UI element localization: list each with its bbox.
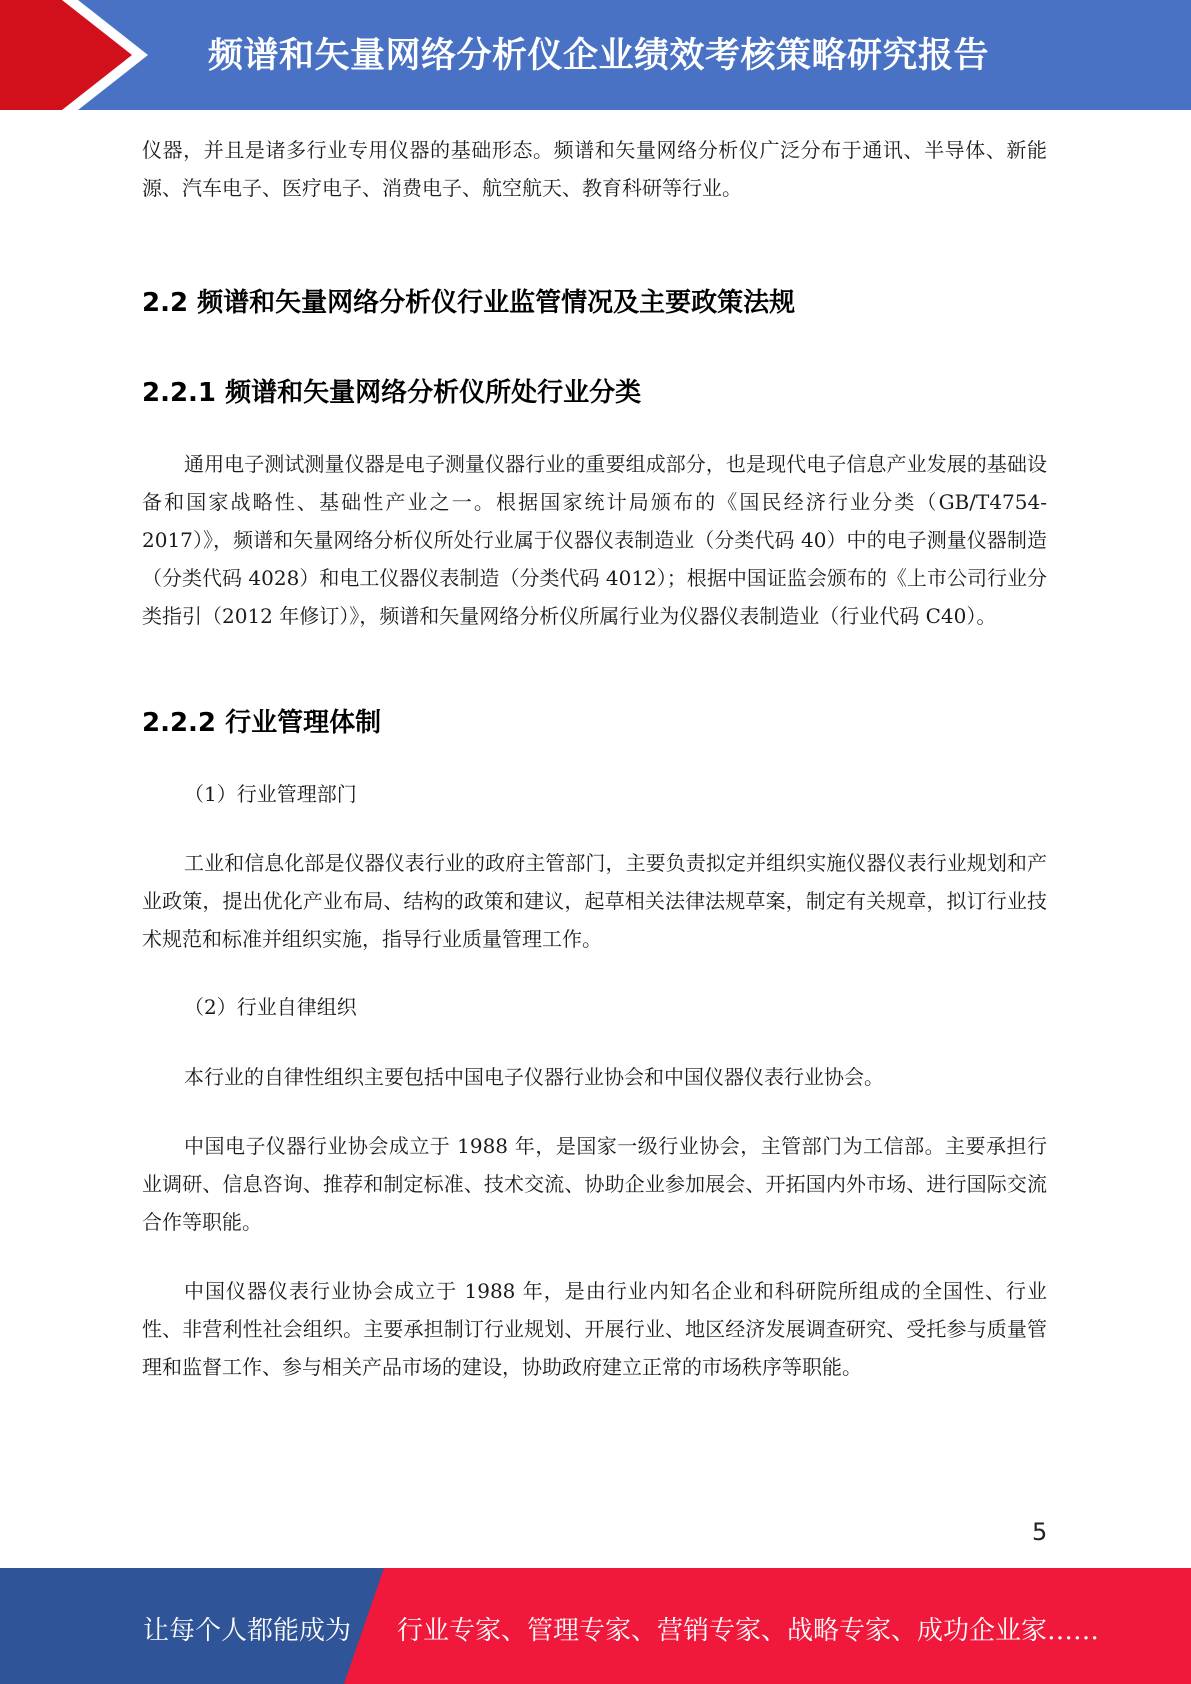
self-regulatory-org-paragraph: 本行业的自律性组织主要包括中国电子仪器行业协会和中国仪器仪表行业协会。: [184, 1065, 884, 1089]
footer-slogan-left: 让每个人都能成为: [143, 1616, 352, 1646]
section-heading-2-2-2: 2.2.2 行业管理体制: [142, 708, 382, 738]
subheading-self-regulatory-org: （2）行业自律组织: [184, 995, 357, 1019]
section-heading-2-2-1: 2.2.1 频谱和矢量网络分析仪所处行业分类: [142, 378, 642, 408]
footer-slogan-right: 行业专家、管理专家、营销专家、战略专家、成功企业家……: [397, 1616, 1100, 1646]
report-title: 频谱和矢量网络分析仪企业绩效考核策略研究报告: [208, 36, 990, 76]
header-chevron-decoration: [0, 0, 160, 110]
section-heading-2-2: 2.2 频谱和矢量网络分析仪行业监管情况及主要政策法规: [142, 288, 796, 318]
cima-paragraph: 中国仪器仪表行业协会成立于 1988 年，是由行业内知名企业和科研院所组成的全国性、行业性、非营利性社会组织。主要承担制订行业规划、开展行业、地区经济发展调查研究、受托参与质量管理和监督工作、参与相关产品市场的建设，协助政府建立正常的市场秩序等职能。: [142, 1279, 1047, 1379]
management-dept-paragraph: 工业和信息化部是仪器仪表行业的政府主管部门，主要负责拟定并组织实施仪器仪表行业规划和产业政策，提出优化产业布局、结构的政策和建议，起草相关法律法规草案，制定有关规章，拟订行业技术规范和标准并组织实施，指导行业质量管理工作。: [142, 851, 1047, 951]
subheading-management-dept: （1）行业管理部门: [184, 782, 357, 806]
page-footer: [0, 1568, 1191, 1684]
ceia-paragraph: 中国电子仪器行业协会成立于 1988 年，是国家一级行业协会，主管部门为工信部。主要承担行业调研、信息咨询、推荐和制定标准、技术交流、协助企业参加展会、开拓国内外市场、进行国际交流合作等职能。: [142, 1134, 1047, 1234]
intro-paragraph: 仪器，并且是诸多行业专用仪器的基础形态。频谱和矢量网络分析仪广泛分布于通讯、半导体、新能源、汽车电子、医疗电子、消费电子、航空航天、教育科研等行业。: [142, 138, 1047, 200]
page-header: [0, 0, 1191, 110]
classification-paragraph: 通用电子测试测量仪器是电子测量仪器行业的重要组成部分，也是现代电子信息产业发展的基础设备和国家战略性、基础性产业之一。根据国家统计局颁布的《国民经济行业分类（GB/T4754-2017）》，频谱和矢量网络分析仪所处行业属于仪器仪表制造业（分类代码 40）中的电子测量仪器制造（分类代码 4028）和电工仪器仪表制造（分类代码 4012）；根据中国证监会颁布的《上市公司行业分类指引（2012 年修订）》，频谱和矢量网络分析仪所属行业为仪器仪表制造业（行业代码 C40）。: [142, 452, 1047, 628]
page-number: 5: [1032, 1518, 1048, 1546]
